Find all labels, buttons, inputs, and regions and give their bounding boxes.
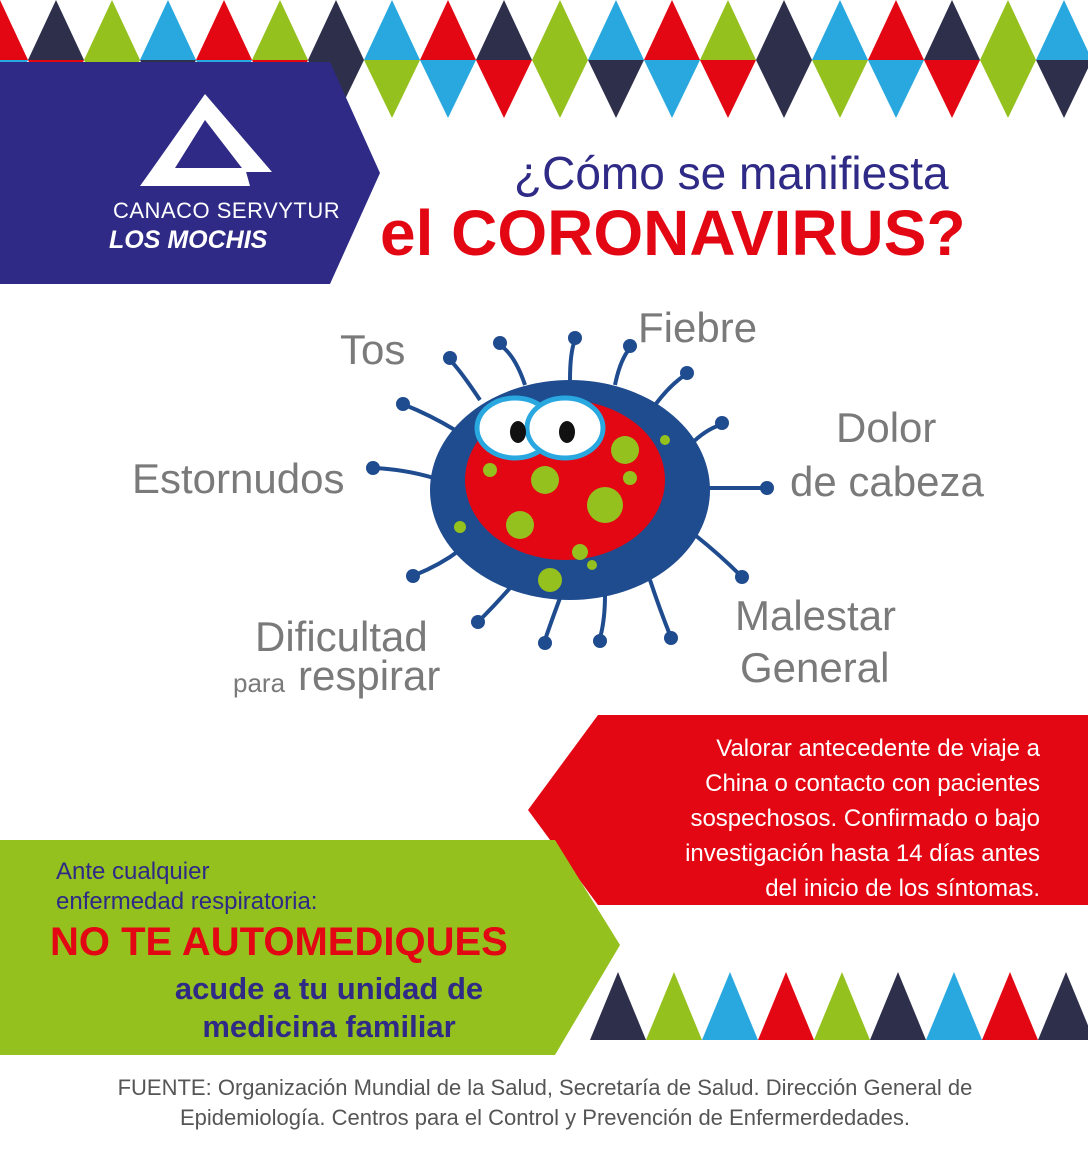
- triangle-shape: [812, 0, 868, 60]
- title-line2: el CORONAVIRUS?: [380, 197, 966, 269]
- notice-line: China o contacto con pacientes: [705, 770, 1040, 797]
- title-line1: ¿Cómo se manifiesta: [514, 147, 949, 199]
- triangle-shape: [1038, 972, 1088, 1040]
- triangle-shape: [868, 60, 924, 118]
- triangle-shape: [84, 0, 140, 60]
- triangle-shape: [756, 0, 812, 60]
- virus-illustration-icon: [360, 330, 780, 660]
- symptom-dificultad: Dificultad: [255, 613, 428, 660]
- notice-line: investigación hasta 14 días antes: [685, 840, 1040, 867]
- triangle-shape: [924, 0, 980, 60]
- triangle-shape: [252, 0, 308, 60]
- triangle-shape: [980, 0, 1036, 60]
- triangle-shape: [982, 972, 1038, 1040]
- triangle-shape: [868, 0, 924, 60]
- triangle-pattern-top: [0, 0, 1088, 60]
- triangle-shape: [588, 60, 644, 118]
- advice-line2: enfermedad respiratoria:: [56, 888, 318, 915]
- source-line2: Epidemiología. Centros para el Control y Prevención de Enfermerdedades.: [179, 1105, 911, 1130]
- logo-line2: LOS MOCHIS: [109, 226, 268, 254]
- triangle-shape: [476, 0, 532, 60]
- triangle-shape: [758, 972, 814, 1040]
- triangle-shape: [702, 972, 758, 1040]
- logo-line1: CANACO SERVYTUR: [113, 198, 341, 223]
- symptom-malestar: Malestar: [735, 592, 897, 639]
- triangle-shape: [700, 60, 756, 118]
- triangle-shape: [364, 0, 420, 60]
- advice-intro: [56, 857, 317, 917]
- triangle-shape: [756, 60, 812, 118]
- triangle-shape: [196, 0, 252, 60]
- triangle-shape: [646, 972, 702, 1040]
- triangle-shape: [870, 972, 926, 1040]
- symptom-general: General: [740, 644, 890, 691]
- triangle-shape: [0, 0, 28, 60]
- triangle-shape: [980, 60, 1036, 118]
- symptom-fiebre: Fiebre: [638, 304, 758, 351]
- symptom-estornudos: Estornudos: [132, 455, 345, 502]
- source-note: [40, 1073, 1050, 1133]
- symptom-para: para: [233, 668, 286, 698]
- notice-line: del inicio de los síntomas.: [765, 875, 1040, 902]
- triangle-shape: [700, 0, 756, 60]
- advice-sub2: medicina familiar: [202, 1009, 456, 1044]
- source-line1: FUENTE: Organización Mundial de la Salud, Secretaría de Salud. Dirección General de: [117, 1075, 973, 1100]
- triangle-shape: [644, 0, 700, 60]
- triangle-shape: [1036, 0, 1088, 60]
- notice-line: Valorar antecedente de viaje a: [716, 735, 1040, 762]
- triangle-shape: [308, 0, 364, 60]
- advice-line1: Ante cualquier: [56, 858, 210, 885]
- advice-headline: NO TE AUTOMEDIQUES: [50, 920, 508, 964]
- advice-sub1: acude a tu unidad de: [174, 971, 484, 1006]
- notice-text: [580, 731, 1040, 906]
- triangle-shape: [588, 0, 644, 60]
- triangle-shape: [420, 0, 476, 60]
- symptom-tos: Tos: [340, 326, 406, 373]
- advice-sub: [144, 970, 514, 1046]
- triangle-shape: [1036, 60, 1088, 118]
- triangle-pattern-bottom: [590, 972, 1088, 1040]
- symptom-dolor-cabeza: de cabeza: [790, 458, 984, 505]
- triangle-shape: [926, 972, 982, 1040]
- triangle-shape: [924, 60, 980, 118]
- triangle-shape: [814, 972, 870, 1040]
- triangle-shape: [644, 60, 700, 118]
- symptom-respirar: respirar: [298, 652, 441, 699]
- triangle-shape: [420, 60, 476, 118]
- triangle-shape: [532, 60, 588, 118]
- triangle-shape: [476, 60, 532, 118]
- triangle-shape: [812, 60, 868, 118]
- triangle-shape: [532, 0, 588, 60]
- triangle-shape: [140, 0, 196, 60]
- triangle-shape: [28, 0, 84, 60]
- notice-line: sospechosos. Confirmado o bajo: [690, 805, 1040, 832]
- symptom-dolor: Dolor: [836, 404, 937, 451]
